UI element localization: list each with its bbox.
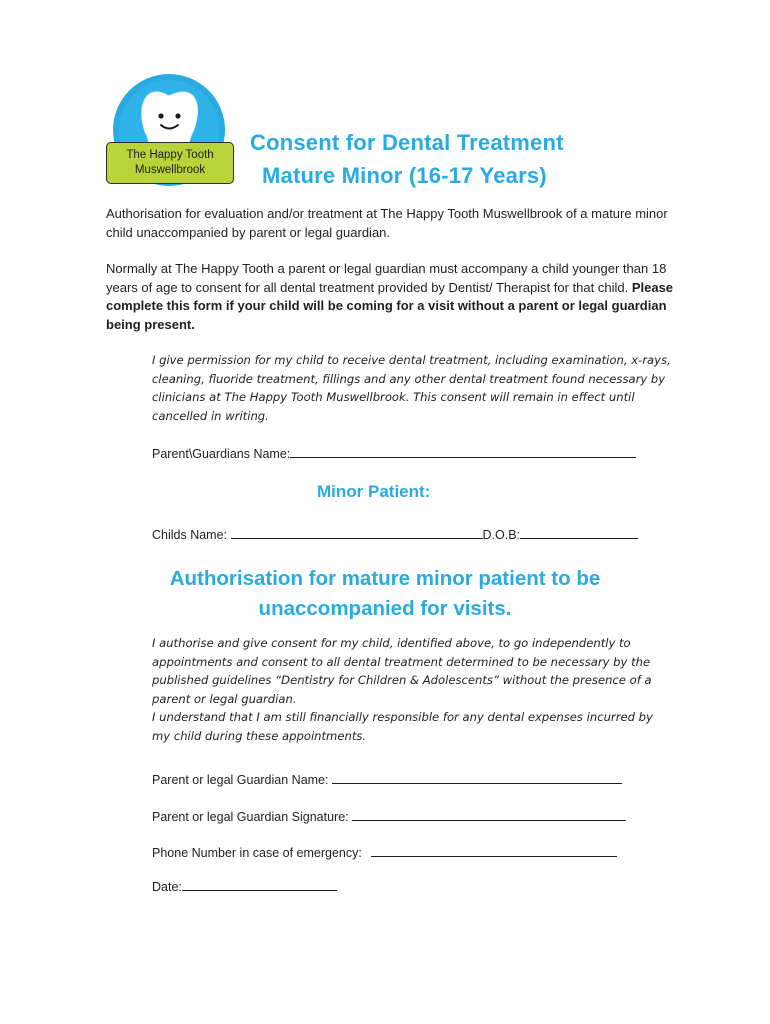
dob-label: D.O.B: — [482, 528, 521, 542]
logo-label — [106, 142, 234, 184]
logo-line-2: Muswellbrook — [134, 164, 206, 176]
phone-label: Phone Number in case of emergency: — [152, 846, 362, 860]
authorisation-heading — [100, 564, 670, 624]
guardian-name-label: Parent\Guardians Name: — [152, 447, 291, 461]
title-line-1: Consent for Dental Treatment — [250, 130, 564, 155]
permission-statement: I give permission for my child to receive dental treatment, including examination, x-rays, cleaning, fluoride treatment, fillings and any other dental treatment found necessary by clinicians at The Happy Tooth Muswellbrook. This consent will remain in effect until cancelled in writing. — [152, 353, 671, 423]
intro-paragraph-2 — [106, 260, 676, 334]
intro-paragraph-2-text: Normally at The Happy Tooth a parent or legal guardian must accompany a child younger than 18 years of age to consent for all dental treatment provided by Dentist/ Therapist for that child. — [106, 261, 667, 295]
date-field — [152, 879, 337, 894]
legal-guardian-signature-line[interactable] — [352, 809, 626, 821]
intro-paragraph-2-bold: Please complete this form if your child will be coming for a visit without a parent or legal guardian being present. — [106, 279, 674, 332]
legal-guardian-name-field — [152, 772, 622, 787]
childs-name-line[interactable] — [231, 527, 483, 539]
guardian-name-line[interactable] — [290, 446, 636, 458]
date-label: Date: — [152, 880, 182, 894]
dob-line[interactable] — [520, 527, 638, 539]
date-line[interactable] — [182, 879, 337, 891]
legal-guardian-name-line[interactable] — [332, 772, 622, 784]
child-details-field — [152, 527, 638, 542]
legal-guardian-signature-field — [152, 809, 626, 824]
intro-paragraph-1: Authorisation for evaluation and/or treatment at The Happy Tooth Muswellbrook of a mature minor child unaccompanied by parent or legal guardian. — [106, 206, 668, 240]
authorisation-heading-line-1: Authorisation for mature minor patient to be — [169, 567, 601, 590]
minor-patient-heading: Minor Patient: — [317, 482, 431, 501]
authorisation-statement-2: I understand that I am still financially responsible for any dental expenses incurred by my child during these appointments. — [152, 710, 653, 743]
childs-name-label: Childs Name: — [152, 528, 228, 542]
phone-field — [152, 845, 617, 860]
authorisation-statement-1: I authorise and give consent for my child, identified above, to go independently to appointments and consent to all dental treatment determined to be necessary by the published guidelines “Dentistry for Children & Adolescents” without the presence of a parent or legal guardian. — [152, 636, 652, 706]
guardian-name-field — [152, 446, 636, 461]
legal-guardian-signature-label: Parent or legal Guardian Signature: — [152, 810, 349, 824]
phone-line[interactable] — [371, 845, 617, 857]
title-line-2: Mature Minor (16-17 Years) — [262, 163, 547, 188]
authorisation-heading-line-2: unaccompanied for visits. — [258, 597, 512, 620]
legal-guardian-name-label: Parent or legal Guardian Name: — [152, 773, 329, 787]
logo-line-1: The Happy Tooth — [126, 149, 214, 161]
authorisation-statement — [152, 634, 672, 746]
page-title — [240, 126, 620, 192]
